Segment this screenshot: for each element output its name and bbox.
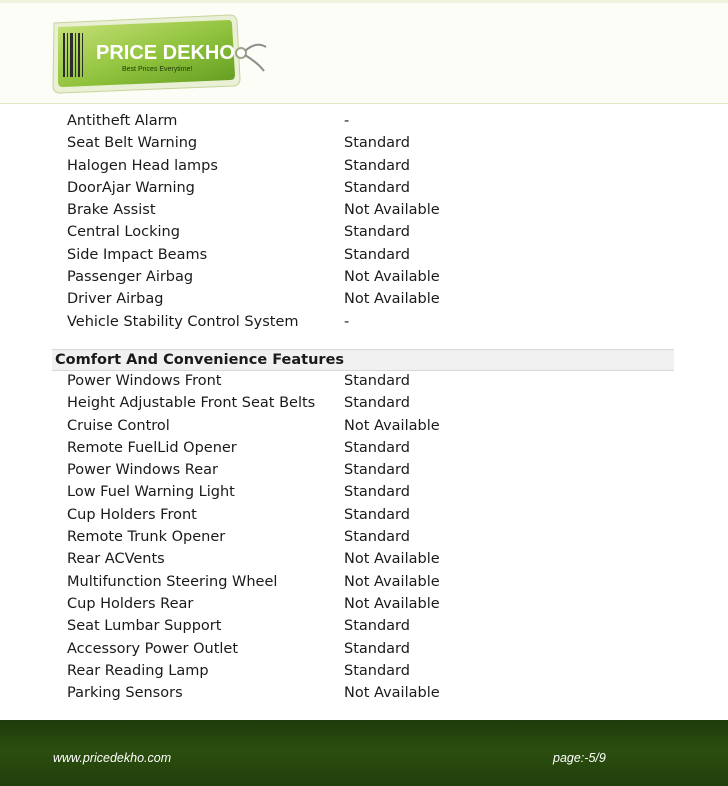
feature-value: - xyxy=(344,313,350,330)
feature-row xyxy=(0,682,728,704)
feature-row xyxy=(0,288,728,310)
feature-name: Side Impact Beams xyxy=(67,246,208,263)
feature-name: Cruise Control xyxy=(67,417,170,434)
feature-row xyxy=(0,392,728,414)
feature-name: Low Fuel Warning Light xyxy=(67,484,235,501)
feature-row xyxy=(0,132,728,154)
section-title: Comfort And Convenience Features xyxy=(55,352,345,368)
feature-value: Not Available xyxy=(344,269,440,286)
feature-row xyxy=(0,155,728,177)
feature-row xyxy=(0,481,728,503)
feature-row xyxy=(0,548,728,570)
feature-value: Not Available xyxy=(344,291,440,308)
feature-value: Standard xyxy=(344,373,410,389)
feature-row xyxy=(0,110,728,132)
safety-feature-list xyxy=(0,110,728,333)
feature-name: Central Locking xyxy=(67,224,180,241)
feature-name: Accessory Power Outlet xyxy=(67,640,239,657)
feature-row xyxy=(0,415,728,437)
feature-row xyxy=(0,177,728,199)
brand-name: PRICE DEKHO xyxy=(96,42,235,64)
feature-value: Not Available xyxy=(344,551,440,568)
feature-row xyxy=(0,459,728,481)
feature-value: Standard xyxy=(344,157,410,174)
feature-row xyxy=(0,221,728,243)
feature-row xyxy=(0,615,728,637)
feature-value: Standard xyxy=(344,662,410,679)
feature-name: Rear ACVents xyxy=(67,551,165,568)
feature-name: Halogen Head lamps xyxy=(67,157,218,174)
feature-row xyxy=(0,526,728,548)
feature-name: Cup Holders Rear xyxy=(67,595,194,612)
feature-row xyxy=(0,244,728,266)
price-dekho-logo[interactable] xyxy=(46,11,268,99)
feature-value: Standard xyxy=(344,135,410,152)
feature-value: - xyxy=(344,113,350,129)
feature-value: Standard xyxy=(344,484,410,501)
feature-value: Standard xyxy=(344,246,410,263)
feature-row xyxy=(0,638,728,660)
page-header xyxy=(0,0,728,104)
footer-url-link[interactable]: www.pricedekho.com xyxy=(53,751,172,765)
feature-name: DoorAjar Warning xyxy=(67,179,195,196)
feature-name: Power Windows Front xyxy=(67,373,222,389)
feature-name: Antitheft Alarm xyxy=(67,113,178,129)
feature-row xyxy=(0,593,728,615)
feature-value: Not Available xyxy=(344,202,440,219)
feature-row xyxy=(0,266,728,288)
page-number: page:-5/9 xyxy=(553,751,606,765)
feature-row xyxy=(0,437,728,459)
feature-name: Driver Airbag xyxy=(67,291,164,308)
feature-name: Passenger Airbag xyxy=(67,269,194,286)
feature-table xyxy=(0,110,728,333)
comfort-feature-list xyxy=(0,370,728,704)
feature-row xyxy=(0,199,728,221)
feature-name: Rear Reading Lamp xyxy=(67,662,209,679)
feature-value: Standard xyxy=(344,618,410,635)
feature-name: Seat Belt Warning xyxy=(67,135,198,152)
feature-name: Cup Holders Front xyxy=(67,506,197,523)
feature-value: Not Available xyxy=(344,417,440,434)
feature-value: Not Available xyxy=(344,595,440,612)
feature-name: Parking Sensors xyxy=(67,685,183,702)
page-footer xyxy=(0,720,728,786)
feature-name: Seat Lumbar Support xyxy=(67,618,222,635)
feature-name: Height Adjustable Front Seat Belts xyxy=(67,395,316,412)
feature-value: Not Available xyxy=(344,685,440,702)
feature-value: Standard xyxy=(344,224,410,241)
feature-row xyxy=(0,571,728,593)
feature-name: Power Windows Rear xyxy=(67,462,218,479)
feature-value: Standard xyxy=(344,640,410,657)
feature-row xyxy=(0,660,728,682)
feature-name: Vehicle Stability Control System xyxy=(67,313,299,330)
feature-value: Standard xyxy=(344,395,410,412)
feature-name: Remote FuelLid Opener xyxy=(67,439,237,456)
feature-name: Remote Trunk Opener xyxy=(67,529,226,546)
feature-row xyxy=(0,370,728,392)
feature-row xyxy=(0,504,728,526)
feature-name: Multifunction Steering Wheel xyxy=(67,573,278,590)
feature-value: Standard xyxy=(344,506,410,523)
feature-value: Standard xyxy=(344,179,410,196)
feature-row xyxy=(0,311,728,333)
feature-value: Not Available xyxy=(344,573,440,590)
feature-name: Brake Assist xyxy=(67,202,156,219)
feature-value: Standard xyxy=(344,462,410,479)
comfort-section-header xyxy=(52,349,674,371)
feature-value: Standard xyxy=(344,529,410,546)
feature-value: Standard xyxy=(344,439,410,456)
brand-tagline: Best Prices Everytime! xyxy=(122,66,193,73)
